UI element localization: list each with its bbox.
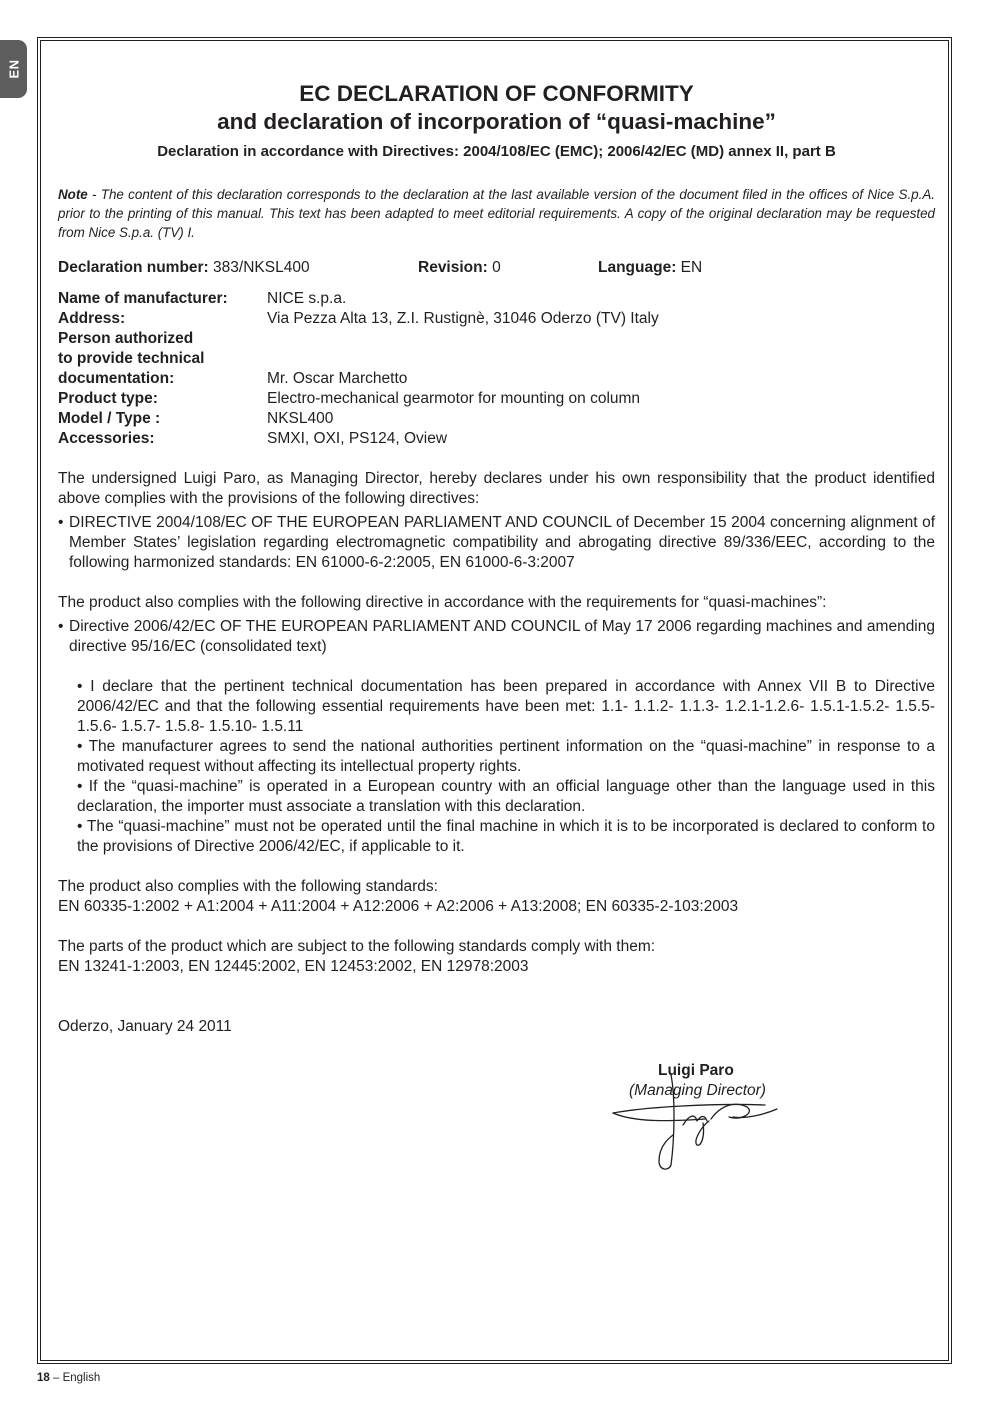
statement-item: • The “quasi-machine” must not be operated until the final machine in which it is to be incorporated is declared to conform to the provisions of Directive 2006/42/EC, if applicable to it. (77, 818, 935, 855)
title-line-2: and declaration of incorporation of “quasi-machine” (217, 109, 776, 134)
title-line-1: EC DECLARATION OF CONFORMITY (299, 81, 694, 106)
info-row (58, 329, 935, 349)
place-date: Oderzo, January 24 2011 (58, 1018, 232, 1035)
statement-item: • The manufacturer agrees to send the national authorities pertinent information on the “quasi-machine” in response to a motivated request without affecting its intellectual property rights. (77, 738, 935, 775)
revision (418, 258, 501, 278)
revision-label: Revision: (418, 259, 488, 276)
info-value (267, 329, 935, 349)
note-text: - The content of this declaration corresponds to the declaration at the last available version of the document filed in the offices of Nice S.p.A. prior to the printing of this manual. This text has been adapted to meet editorial requirements. A copy of the original declaration may be requested from Nice S.p.a. (TV) I. (58, 187, 935, 240)
quasi-machine-intro: The product also complies with the following directive in accordance with the requirements for “quasi-machines”: (58, 594, 827, 611)
info-label: Name of manufacturer: (58, 290, 228, 307)
language-value: EN (676, 259, 703, 276)
manufacturer-info (58, 289, 935, 449)
declaration-meta-row (58, 258, 935, 278)
info-value: Mr. Oscar Marchetto (267, 370, 408, 387)
info-label: Product type: (58, 390, 158, 407)
language-tab-label: EN (6, 59, 21, 79)
page-number: 18 (37, 1372, 50, 1384)
info-value (267, 349, 935, 369)
editorial-note (58, 185, 935, 242)
statement-item: • I declare that the pertinent technical documentation has been prepared in accordance with Annex VII B to Directive 2006/42/EC and that the following essential requirements have been met: 1.1- 1.1.2- 1.1.3- 1.2.1-1.2.6- 1.5.1-1.5.2- 1.5.5-1.5.6- 1.5.7- 1.5.8- 1.5.10- 1.5.11 (77, 678, 935, 735)
bullet-dot: • (58, 514, 64, 531)
parts-intro: The parts of the product which are subject to the following standards comply with them: (58, 938, 656, 955)
info-value: Via Pezza Alta 13, Z.I. Rustignè, 31046 Oderzo (TV) Italy (267, 310, 659, 327)
directive-emc (58, 513, 935, 573)
footer-language: – English (49, 1372, 101, 1384)
document-subtitle: Declaration in accordance with Directives: 2004/108/EC (EMC); 2006/42/EC (MD) annex II, part B (157, 143, 836, 160)
note-label: Note (58, 187, 88, 202)
standards-intro: The product also complies with the following standards: (58, 878, 438, 895)
declaration-content (58, 80, 935, 1099)
info-row (58, 309, 935, 329)
document-title (58, 80, 935, 136)
signature-image (605, 1075, 785, 1175)
undersigned-statement: The undersigned Luigi Paro, as Managing Director, hereby declares under his own responsibility that the product identified above complies with the provisions of the following directives: (58, 470, 935, 507)
declaration-number-label: Declaration number: (58, 259, 209, 276)
page-footer (37, 1372, 100, 1384)
info-row (58, 389, 935, 409)
declaration-number-value: 383/NKSL400 (208, 259, 310, 276)
language-label: Language: (598, 259, 677, 276)
info-label: Accessories: (58, 430, 155, 447)
info-value: NKSL400 (267, 410, 334, 427)
quasi-machine-statements (77, 677, 935, 857)
revision-value: 0 (487, 259, 501, 276)
info-row (58, 349, 935, 369)
info-label: documentation: (58, 370, 175, 387)
directive-emc-text: DIRECTIVE 2004/108/EC OF THE EUROPEAN PARLIAMENT AND COUNCIL of December 15 2004 concerning alignment of Member States’ legislation regarding electromagnetic compatibility and abrogating directive 89/336/EEC, according to the following harmonized standards: EN 61000-6-2:2005, EN 61000-6-3:2007 (69, 514, 935, 571)
declaration-number (58, 258, 310, 278)
directive-md (58, 617, 935, 657)
directive-md-text: Directive 2006/42/EC OF THE EUROPEAN PARLIAMENT AND COUNCIL of May 17 2006 regarding machines and amending directive 95/16/EC (consolidated text) (69, 618, 935, 655)
statement-item: • If the “quasi-machine” is operated in a European country with an official language other than the language used in this declaration, the importer must associate a translation with this declaration. (77, 778, 935, 815)
signer-name: Luigi Paro (658, 1062, 734, 1079)
info-label: to provide technical (58, 350, 205, 367)
info-value: Electro-mechanical gearmotor for mounting on column (267, 390, 641, 407)
info-row (58, 289, 935, 309)
info-value: SMXI, OXI, PS124, Oview (267, 430, 448, 447)
info-label: Person authorized (58, 330, 194, 347)
signer-role: (Managing Director) (629, 1082, 766, 1099)
info-value: NICE s.p.a. (267, 290, 347, 307)
info-row (58, 429, 935, 449)
bullet-dot: • (58, 618, 64, 635)
info-label: Address: (58, 310, 126, 327)
parts-list: EN 13241-1:2003, EN 12445:2002, EN 12453:2002, EN 12978:2003 (58, 958, 529, 975)
standards-list: EN 60335-1:2002 + A1:2004 + A11:2004 + A12:2006 + A2:2006 + A13:2008; EN 60335-2-103:2003 (58, 898, 739, 915)
info-label: Model / Type : (58, 410, 161, 427)
language-tab (0, 40, 27, 98)
info-row (58, 409, 935, 429)
info-row (58, 369, 935, 389)
language (598, 258, 702, 278)
